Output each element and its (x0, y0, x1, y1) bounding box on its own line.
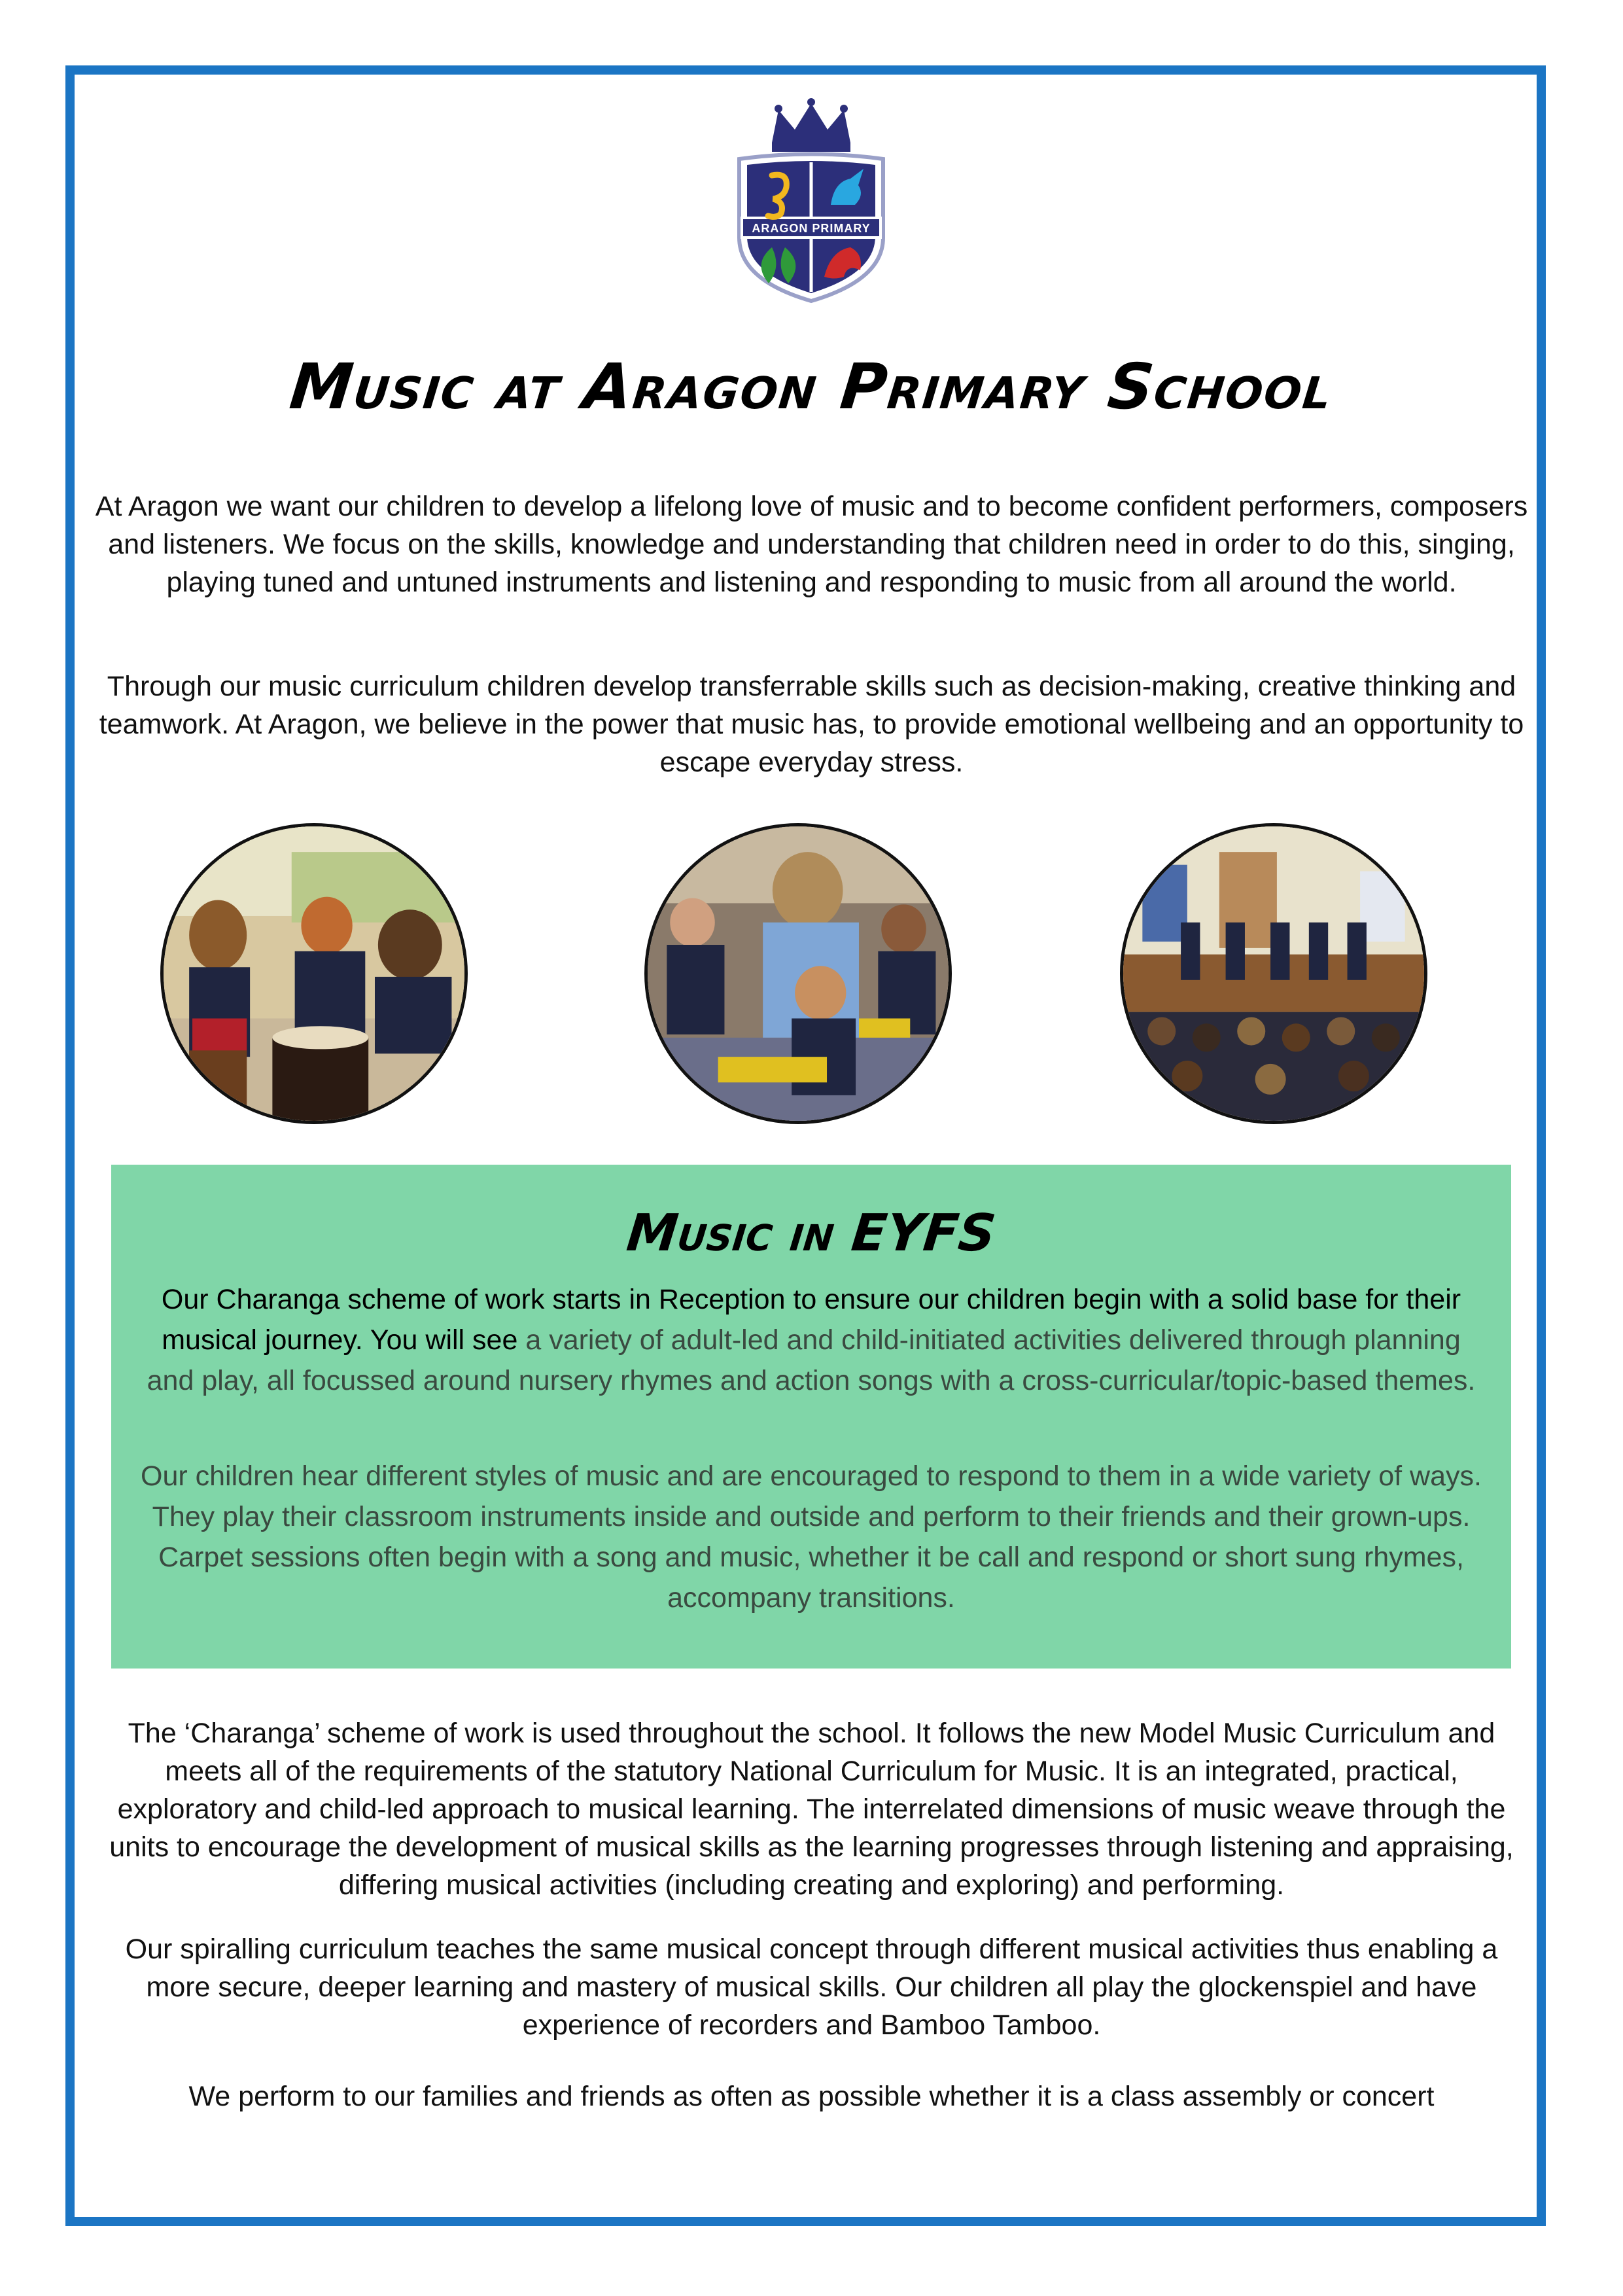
photo-teacher-with-pupils (644, 823, 952, 1124)
page-title: Music at Aragon Primary School (286, 350, 1337, 423)
photo-children-drumming (160, 823, 468, 1124)
charanga-paragraph: The ‘Charanga’ scheme of work is used throughout the school. It follows the new Model Music Curriculum and meets all of the requirements of the statutory National Curriculum for Music. It is an integrated, practical, exploratory and child-led approach to musical learning. The interrelated dimensions of music weave through the units to encourage the development of musical skills as the learning progresses through listening and appraising, differing musical activities (including creating and exploring) and performing. (109, 1718, 1514, 1901)
crest-text: ARAGON PRIMARY (752, 222, 871, 235)
eyfs-heading: Music in EYFS (623, 1204, 999, 1263)
intro-paragraph-1: At Aragon we want our children to develop a lifelong love of music and to become confident performers, composers and listeners. We focus on the skills, knowledge and understanding that children need in order to do this, singing, playing tuned and untuned instruments and listening and responding to music from all around the world. (95, 491, 1528, 598)
school-crest-logo (733, 97, 890, 306)
eyfs-paragraph-1 (137, 1279, 1485, 1401)
intro-paragraph-2: Through our music curriculum children develop transferrable skills such as decision-making, creative thinking and teamwork. At Aragon, we believe in the power that music has, to provide emotional wellbeing and an opportunity to escape everyday stress. (99, 671, 1524, 778)
photo-school-band-performance (1120, 823, 1427, 1124)
eyfs-paragraph-2: Our children hear different styles of music and are encouraged to respond to them in a wide variety of ways. They play their classroom instruments inside and outside and perform to their friends and their grown-ups. Carpet sessions often begin with a song and music, whether it be call and respond or short sung rhymes, accompany transitions. (141, 1460, 1482, 1614)
eyfs-section (111, 1165, 1511, 1669)
crown-icon (772, 98, 850, 152)
spiralling-curriculum-paragraph: Our spiralling curriculum teaches the same musical concept through different musical activities thus enabling a more secure, deeper learning and mastery of musical skills. Our children all play the glockenspiel and have experience of recorders and Bamboo Tamboo. (125, 1934, 1498, 2041)
performance-paragraph: We perform to our families and friends as often as possible whether it is a class assembly or concert (188, 2081, 1435, 2112)
eyfs-paragraph-1-rest: a variety of adult-led and child-initiated activities delivered through planning and play, all focussed around nursery rhymes and action songs with a cross-curricular/topic-based themes. (147, 1324, 1476, 1396)
eyfs-paragraph-1-lead: Our Charanga scheme of work starts in Reception to ensure our children begin with a solid base for their musical journey. You will see (161, 1284, 1461, 1356)
